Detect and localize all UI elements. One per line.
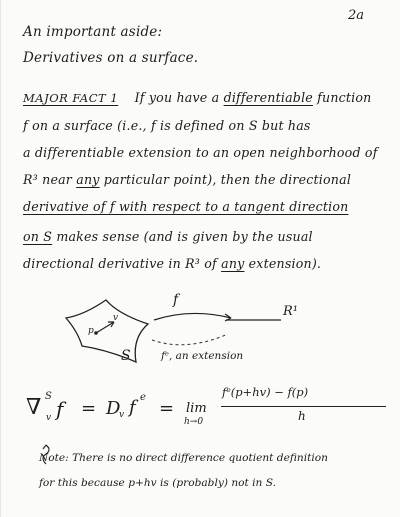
extension-superscript: e xyxy=(140,392,146,403)
surface-label: S xyxy=(121,348,131,364)
map-arrow xyxy=(154,313,231,320)
derivative-subscript: v xyxy=(119,410,125,420)
text-fragment: R³ near xyxy=(23,172,77,187)
fraction-bar xyxy=(221,406,386,407)
derivative-operator: D xyxy=(106,398,121,419)
limit-operator: lim xyxy=(186,401,207,416)
major-fact-line-3: a differentiable extension to an open neighborhood of xyxy=(23,145,378,160)
page-number: 2a xyxy=(347,8,364,23)
major-fact-line-1 xyxy=(23,90,371,105)
note-line-2: for this because p+hv is (probably) not in S. xyxy=(39,477,276,489)
equals-sign: = xyxy=(81,398,97,419)
text-fragment: makes sense (and is given by the usual xyxy=(52,229,313,244)
emphasis-on-s: on S xyxy=(23,229,53,244)
emphasis-any: any xyxy=(76,172,100,187)
directional-derivative-formula xyxy=(26,385,386,445)
text-fragment: function xyxy=(312,90,372,105)
tangent-vector xyxy=(96,322,114,333)
text-fragment: directional derivative in R³ of xyxy=(23,256,222,271)
note-line-1: Note: There is no direct difference quotient definition xyxy=(39,452,328,464)
limit-subscript: h→0 xyxy=(184,417,204,427)
extension-label: fᵉ, an extension xyxy=(161,350,244,362)
nabla-symbol: ∇ xyxy=(26,395,42,420)
major-fact-line-5 xyxy=(23,199,348,214)
heading-line-1: An important aside: xyxy=(23,24,163,40)
difference-quotient-numerator: fᵉ(p+hv) − f(p) xyxy=(222,385,309,399)
vector-label: v xyxy=(113,313,119,323)
nabla-subscript: v xyxy=(46,413,52,423)
text-fragment: If you have a xyxy=(134,90,224,105)
major-fact-line-6 xyxy=(23,229,313,244)
difference-quotient-denominator: h xyxy=(298,409,306,423)
point-label: p xyxy=(88,326,94,336)
heading-line-2: Derivatives on a surface. xyxy=(23,50,199,66)
major-fact-label: MAJOR FACT 1 xyxy=(23,91,119,105)
extension-function: f xyxy=(129,397,136,418)
map-label: f xyxy=(173,292,179,308)
extension-arrow xyxy=(152,334,228,345)
major-fact-line-7 xyxy=(23,256,321,271)
equals-sign: = xyxy=(159,398,175,419)
text-fragment: particular point), then the directional xyxy=(99,172,352,187)
emphasis-differentiable: differentiable xyxy=(223,90,313,105)
nabla-superscript: S xyxy=(45,391,52,402)
major-fact-line-2: f on a surface (i.e., f is defined on S but has xyxy=(23,118,311,133)
major-fact-line-4 xyxy=(23,172,351,187)
surface-patch xyxy=(66,300,148,362)
emphasis-any: any xyxy=(221,256,245,271)
text-fragment: extension). xyxy=(244,256,322,271)
emphasis-directional-derivative: derivative of f with respect to a tangent direction xyxy=(23,199,349,214)
codomain-label: R¹ xyxy=(283,304,298,319)
function-f: f xyxy=(56,397,64,421)
